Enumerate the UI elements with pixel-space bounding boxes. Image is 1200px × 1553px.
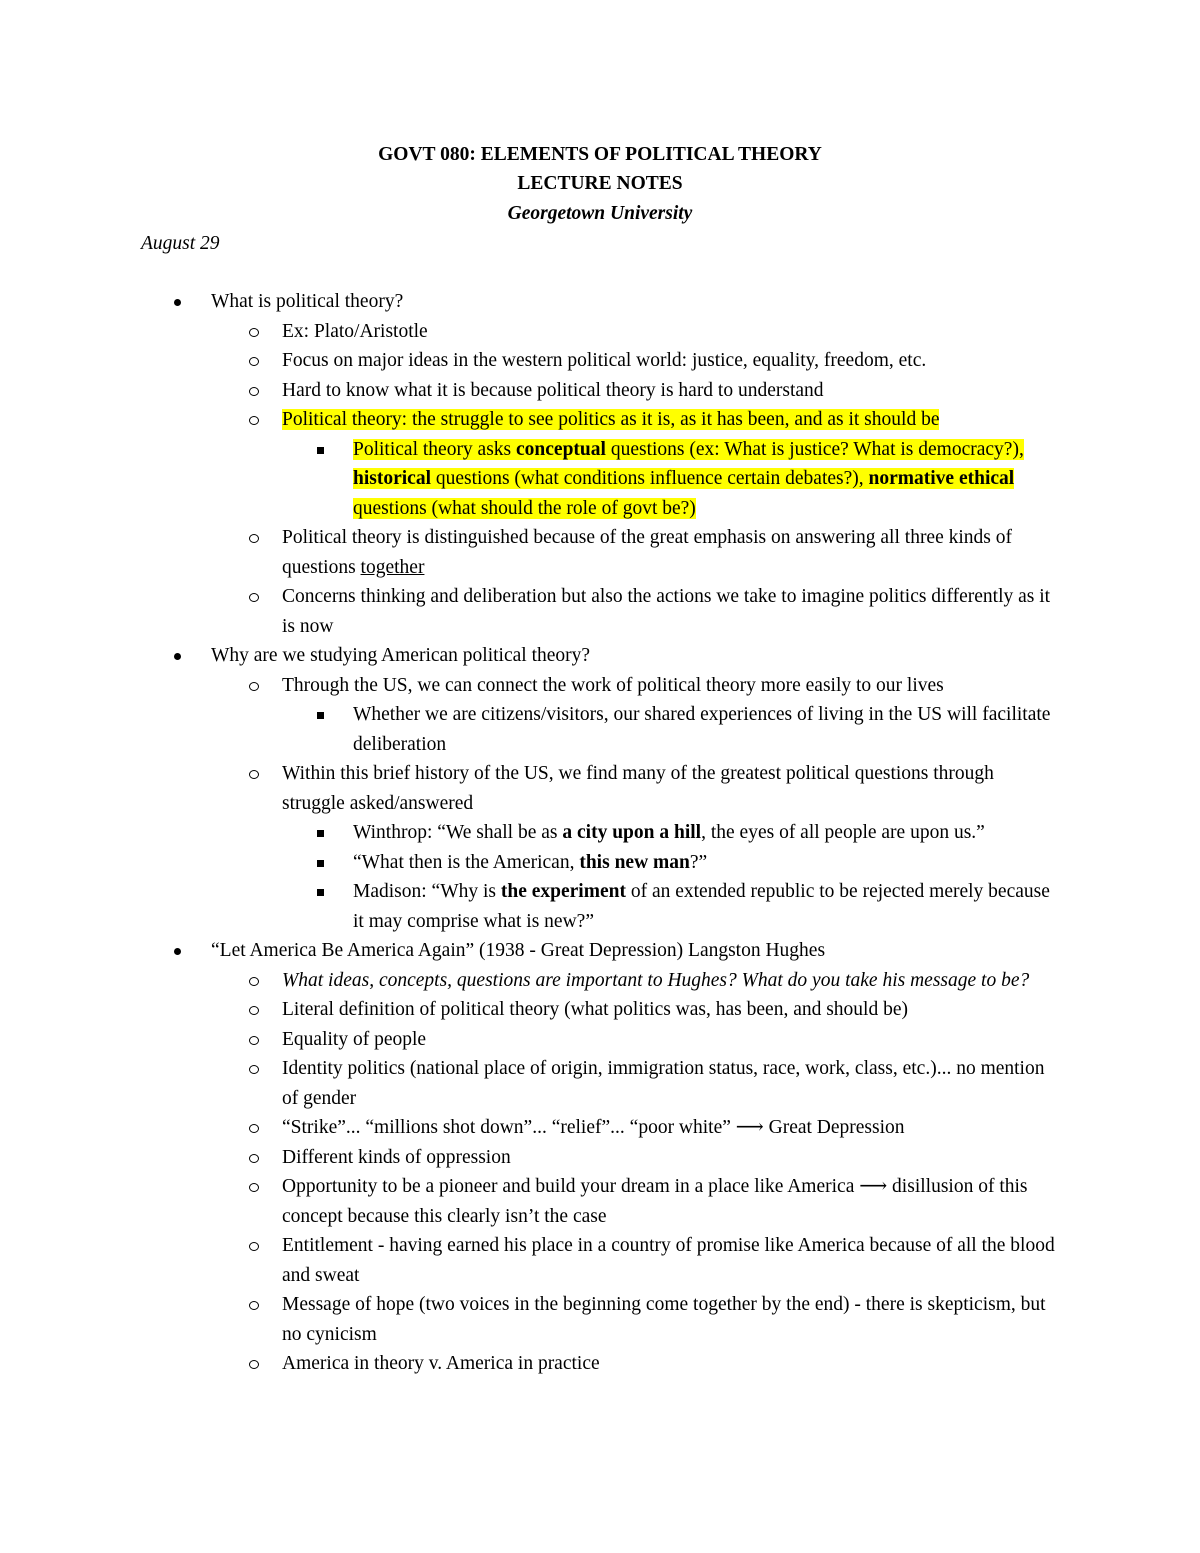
text-run: questions (ex: What is justice? What is democracy?),	[605, 438, 1024, 460]
bullet-text: Focus on major ideas in the western political world: justice, equality, freedom, etc.	[282, 350, 927, 371]
bullet-text: Why are we studying American political theory?	[211, 645, 591, 666]
bullet-square-icon	[317, 889, 324, 896]
sub-bullet	[0, 1143, 1200, 1173]
bullet-text	[282, 527, 1012, 578]
text-run: , the eyes of all people are upon us.”	[701, 822, 985, 843]
bullet-text: Different kinds of oppression	[282, 1146, 511, 1168]
bullet-circle-icon	[249, 1360, 259, 1369]
bullet-text: What is political theory?	[211, 291, 404, 312]
sub-bullet	[0, 346, 1200, 376]
text-run: Winthrop: “We shall be as	[353, 822, 563, 843]
bullet-text: Ex: Plato/Aristotle	[282, 320, 428, 342]
course-title: GOVT 080: ELEMENTS OF POLITICAL THEORY	[378, 144, 822, 165]
bullet-text: Message of hope (two voices in the beginning come together by the end) - there is skepticism, but no cynicism	[282, 1294, 1046, 1345]
bullet-circle-icon	[249, 682, 259, 691]
text-run: ?”	[689, 851, 708, 873]
bullet-circle-icon	[249, 1301, 259, 1310]
bullet-circle-icon	[249, 416, 259, 425]
bullet-what-is-political-theory	[0, 287, 1200, 317]
text-run: Political theory asks	[353, 438, 517, 460]
sub-bullet	[0, 317, 1200, 347]
text-run: “What then is the American,	[353, 851, 580, 873]
lecture-date: August 29	[141, 233, 220, 254]
text-run: Political theory is distinguished because of the great emphasis on answering all three kinds of questions	[282, 527, 1012, 578]
bullet-circle-icon	[249, 1183, 259, 1192]
sub-bullet	[0, 582, 1200, 641]
sub-sub-bullet	[0, 818, 1200, 848]
bold-term: historical	[353, 468, 431, 489]
sub-bullet-highlighted	[0, 405, 1200, 435]
sub-sub-bullet	[0, 700, 1200, 759]
sub-bullet	[0, 1349, 1200, 1379]
sub-bullet	[0, 671, 1200, 701]
sub-bullet	[0, 1025, 1200, 1055]
university-name: Georgetown University	[507, 203, 693, 224]
bullet-text: Equality of people	[282, 1028, 427, 1050]
sub-bullet-italic	[0, 966, 1200, 996]
bullet-circle-icon	[249, 1154, 259, 1163]
bullet-text: Literal definition of political theory (what politics was, has been, and should be)	[282, 999, 908, 1020]
sub-sub-bullet	[0, 848, 1200, 878]
bullet-text: Through the US, we can connect the work of political theory more easily to our lives	[282, 674, 944, 696]
sub-sub-bullet-highlighted	[0, 435, 1200, 524]
bullet-circle-icon	[249, 593, 259, 602]
bullet-text: Opportunity to be a pioneer and build your dream in a place like America ⟶ disillusion of this concept because this clearly isn’t the case	[282, 1176, 1028, 1227]
bullet-text: America in theory v. America in practice	[282, 1353, 600, 1374]
text-run: questions (what should the role of govt be?)	[353, 497, 696, 519]
document-subtitle: LECTURE NOTES	[517, 173, 683, 194]
bullet-let-america-be-america	[0, 936, 1200, 966]
sub-bullet	[0, 1172, 1200, 1231]
bullet-circle-icon	[249, 1124, 259, 1133]
bullet-circle-icon	[249, 387, 259, 396]
bullet-dot-icon	[174, 653, 181, 660]
highlighted-text: Political theory: the struggle to see politics as it is, as it has been, and as it should be	[282, 409, 940, 430]
bullet-text: Whether we are citizens/visitors, our shared experiences of living in the US will facilitate deliberation	[353, 704, 1051, 755]
bullet-dot-icon	[174, 948, 181, 955]
sub-bullet	[0, 1231, 1200, 1290]
bullet-text: “Strike”... “millions shot down”... “relief”... “poor white” ⟶ Great Depression	[282, 1117, 905, 1138]
text-run: of an extended republic to be rejected merely because it may comprise what is new?”	[353, 881, 1050, 932]
bullet-circle-icon	[249, 1006, 259, 1015]
bullet-circle-icon	[249, 770, 259, 779]
bullet-circle-icon	[249, 1036, 259, 1045]
lecture-notes	[0, 287, 1200, 1379]
underlined-word: together	[360, 556, 425, 578]
text-run: Madison: “Why is	[353, 881, 501, 902]
sub-bullet	[0, 1054, 1200, 1113]
bullet-dot-icon	[174, 299, 181, 306]
bullet-square-icon	[317, 447, 324, 454]
bullet-text: Hard to know what it is because political theory is hard to understand	[282, 379, 824, 401]
italic-question: What ideas, concepts, questions are important to Hughes? What do you take his message to be?	[282, 969, 1030, 991]
bullet-text: Within this brief history of the US, we find many of the greatest political questions through struggle asked/answered	[282, 763, 994, 814]
bullet-text: Entitlement - having earned his place in a country of promise like America because of all the blood and sweat	[282, 1235, 1055, 1286]
sub-bullet	[0, 523, 1200, 582]
text-run: questions (what conditions influence certain debates?),	[431, 468, 869, 489]
bold-term: normative ethical	[868, 468, 1015, 489]
bullet-circle-icon	[249, 328, 259, 337]
sub-bullet	[0, 759, 1200, 818]
sub-bullet	[0, 995, 1200, 1025]
bullet-square-icon	[317, 860, 324, 867]
sub-bullet	[0, 1290, 1200, 1349]
bullet-square-icon	[317, 830, 324, 837]
bold-term: a city upon a hill	[562, 822, 702, 843]
sub-bullet	[0, 1113, 1200, 1143]
bullet-circle-icon	[249, 1065, 259, 1074]
bullet-text: “Let America Be America Again” (1938 - Great Depression) Langston Hughes	[211, 940, 826, 961]
bullet-circle-icon	[249, 1242, 259, 1251]
bold-term: this new man	[579, 851, 690, 873]
bullet-text	[353, 881, 1050, 932]
highlighted-text	[353, 439, 1024, 519]
bullet-why-american-theory	[0, 641, 1200, 671]
sub-bullet	[0, 376, 1200, 406]
bullet-text	[353, 852, 707, 873]
bullet-circle-icon	[249, 977, 259, 986]
bullet-text	[353, 822, 985, 843]
sub-sub-bullet	[0, 877, 1200, 936]
bullet-circle-icon	[249, 357, 259, 366]
bold-term: the experiment	[500, 881, 626, 902]
bullet-square-icon	[317, 712, 324, 719]
bullet-text: Identity politics (national place of origin, immigration status, race, work, class, etc.)... no mention of gender	[282, 1058, 1045, 1109]
bullet-circle-icon	[249, 534, 259, 543]
bold-term: conceptual	[516, 438, 606, 460]
bullet-text: Concerns thinking and deliberation but also the actions we take to imagine politics differently as it is now	[282, 586, 1051, 637]
